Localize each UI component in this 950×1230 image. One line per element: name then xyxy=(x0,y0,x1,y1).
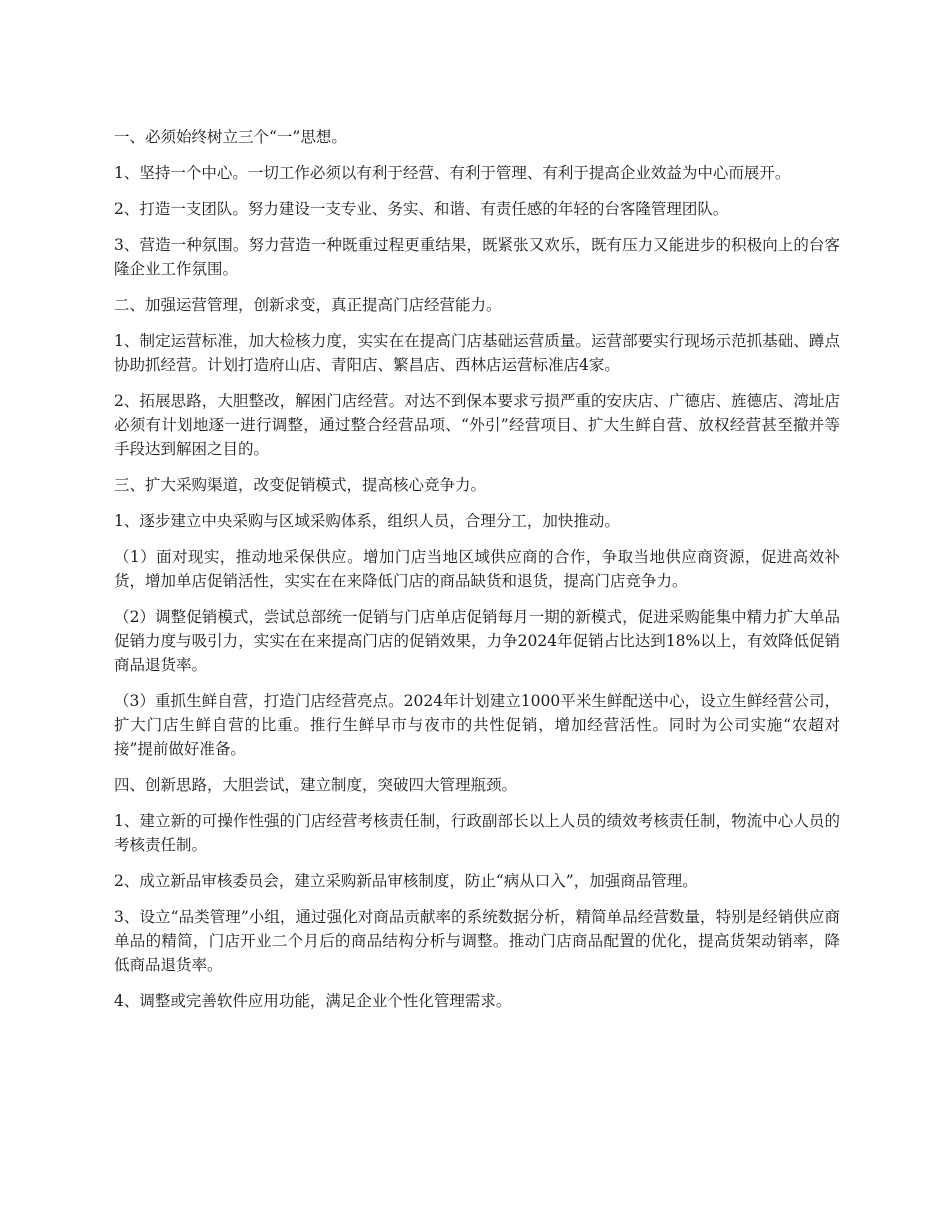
paragraph: 2、拓展思路，大胆整改，解困门店经营。对达不到保本要求亏损严重的安庆店、广德店、旌德店、湾址店必须有计划地逐一进行调整，通过整合经营品项、“外引”经营项目、扩大生鲜自营、放权经营甚至撤并等手段达到解困之目的。 xyxy=(114,392,840,458)
paragraph: （2）调整促销模式，尝试总部统一促销与门店单店促销每月一期的新模式，促进采购能集中精力扩大单品促销力度与吸引力，实实在在来提高门店的促销效果，力争2024年促销占比达到18%以上，有效降低促销商品退货率。 xyxy=(114,608,840,674)
section-heading-2: 二、加强运营管理，创新求变，真正提高门店经营能力。 xyxy=(114,296,502,314)
paragraph: 1、制定运营标准，加大检核力度，实实在在提高门店基础运营质量。运营部要实行现场示范抓基础、蹲点协助抓经营。计划打造府山店、青阳店、繁昌店、西林店运营标准店4家。 xyxy=(114,332,840,374)
paragraph: （1）面对现实，推动地采保供应。增加门店当地区域供应商的合作，争取当地供应商资源，促进高效补货，增加单店促销活性，实实在在来降低门店的商品缺货和退货，提高门店竞争力。 xyxy=(114,548,840,590)
paragraph: 1、建立新的可操作性强的门店经营考核责任制，行政副部长以上人员的绩效考核责任制，物流中心人员的考核责任制。 xyxy=(114,812,840,854)
section-heading-3: 三、扩大采购渠道，改变促销模式，提高核心竞争力。 xyxy=(114,476,487,494)
section-heading-1: 一、必须始终树立三个“一”思想。 xyxy=(114,128,347,146)
paragraph: 3、设立“品类管理”小组，通过强化对商品贡献率的系统数据分析，精简单品经营数量，特别是经销供应商单品的精简，门店开业二个月后的商品结构分析与调整。推动门店商品配置的优化，提高货架动销率，降低商品退货率。 xyxy=(114,908,840,974)
paragraph: 3、营造一种氛围。努力营造一种既重过程更重结果，既紧张又欢乐，既有压力又能进步的积极向上的台客隆企业工作氛围。 xyxy=(114,236,840,278)
section-heading-4: 四、创新思路，大胆尝试，建立制度，突破四大管理瓶颈。 xyxy=(114,776,518,794)
paragraph: 2、打造一支团队。努力建设一支专业、务实、和谐、有责任感的年轻的台客隆管理团队。 xyxy=(114,200,729,218)
paragraph: 1、坚持一个中心。一切工作必须以有利于经营、有利于管理、有利于提高企业效益为中心而展开。 xyxy=(114,164,791,182)
paragraph: （3）重抓生鲜自营，打造门店经营亮点。2024年计划建立1000平米生鲜配送中心，设立生鲜经营公司，扩大门店生鲜自营的比重。推行生鲜早市与夜市的共性促销，增加经营活性。同时为公司实施“农超对接”提前做好准备。 xyxy=(114,692,840,758)
document-body xyxy=(114,125,840,1013)
paragraph: 2、成立新品审核委员会，建立采购新品审核制度，防止“病从口入”，加强商品管理。 xyxy=(114,872,698,890)
paragraph: 1、逐步建立中央采购与区域采购体系，组织人员，合理分工，加快推动。 xyxy=(114,512,620,530)
paragraph: 4、调整或完善软件应用功能，满足企业个性化管理需求。 xyxy=(114,992,512,1010)
